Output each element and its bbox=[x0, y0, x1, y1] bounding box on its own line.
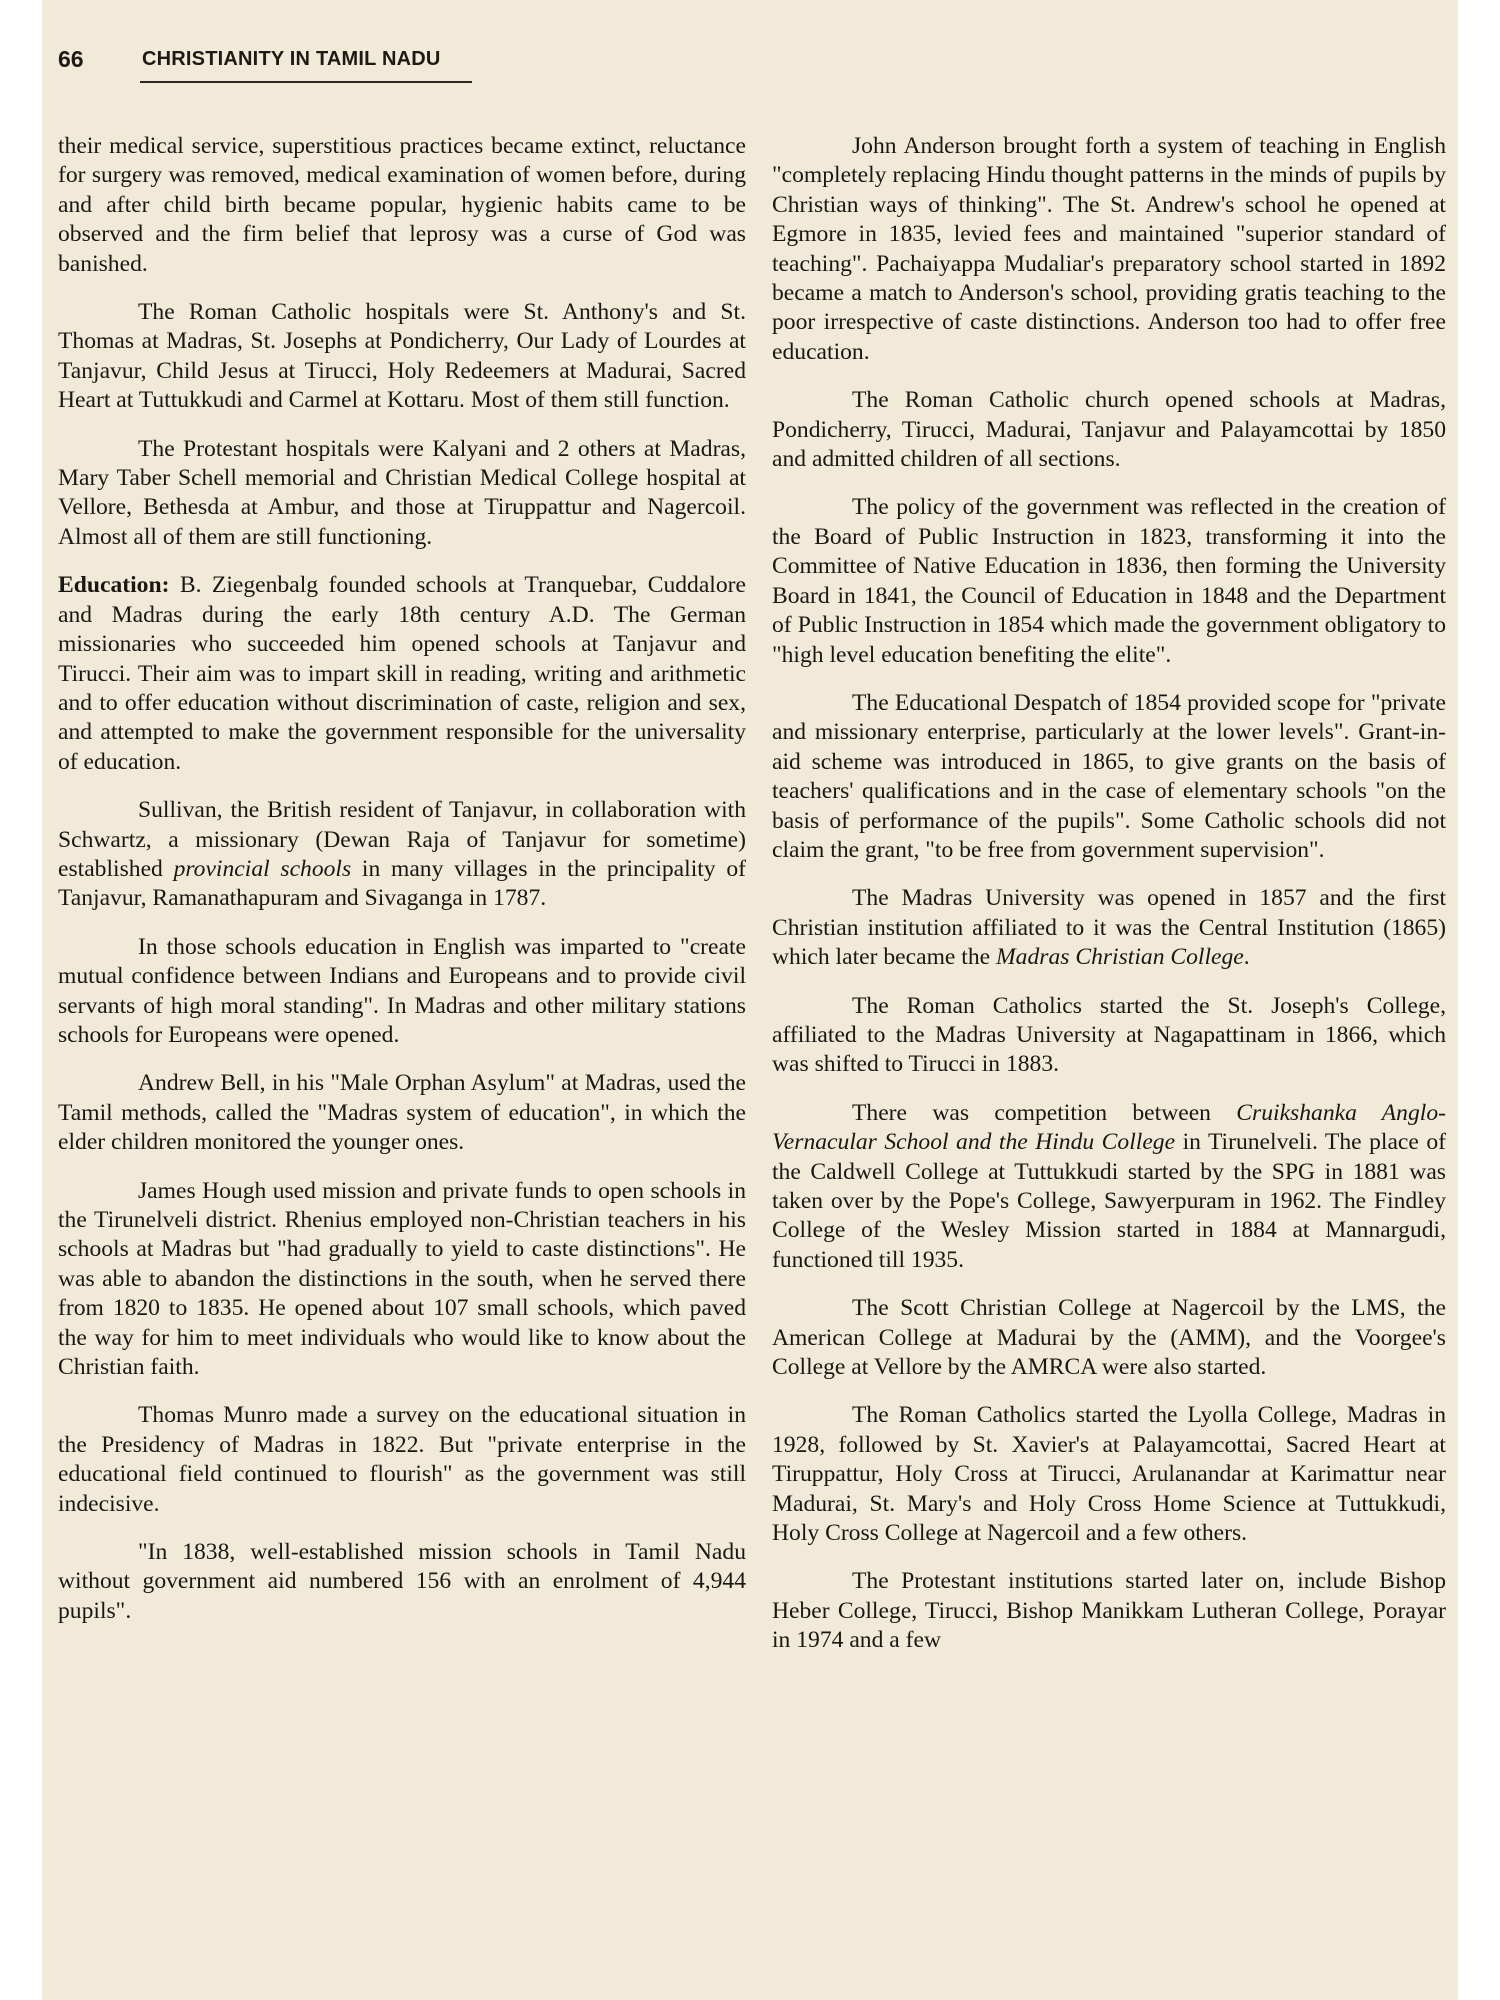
paragraph-text: Sullivan, the British resident of Tanjavur, in collaboration with Schwartz, a missionary (Dewan Raja of Tanjavur for sometime) established bbox=[58, 797, 746, 882]
paragraph bbox=[58, 796, 746, 914]
left-column bbox=[58, 132, 746, 1626]
paragraph-text: in Tirunelveli. The place of the Caldwell College at Tuttukkudi started by the SPG in 1881 was taken over by the Pope's College, Sawyerpuram in 1962. The Findley College of the Wesley Mission started in 1884 at Mannargudi, functioned till 1935. bbox=[772, 1129, 1446, 1273]
paragraph: The Roman Catholic church opened schools at Madras, Pondicherry, Tirucci, Madurai, Tanjavur and Palayamcottai by 1850 and admitted children of all sections. bbox=[772, 387, 1446, 473]
emphasis-text: Cruikshanka Anglo-Vernacular School and the Hindu College bbox=[772, 1099, 1446, 1156]
paragraph: their medical service, superstitious practices became extinct, reluctance for surgery was removed, medical examination of women before, during and after child birth became popular, hygienic habits came to be observed and the firm belief that leprosy was a curse of God was banished. bbox=[58, 133, 746, 277]
paragraph: The Roman Catholics started the St. Joseph's College, affiliated to the Madras University at Nagapattinam in 1866, which was shifted to Tirucci in 1883. bbox=[772, 992, 1446, 1078]
paragraph: The Protestant institutions started later on, include Bishop Heber College, Tirucci, Bishop Manikkam Lutheran College, Porayar in 1974 and a few bbox=[772, 1568, 1446, 1654]
book-page bbox=[42, 0, 1458, 2000]
paragraph: The Scott Christian College at Nagercoil by the LMS, the American College at Madurai by the (AMM), and the Voorgee's College at Vellore by the AMRCA were also started. bbox=[772, 1295, 1446, 1381]
paragraph-text: B. Ziegenbalg founded schools at Tranquebar, Cuddalore and Madras during the early 18th century A.D. The German missionaries who succeeded him opened schools at Tanjavur and Tirucci. Their aim was to impart skill in reading, writing and arithmetic and to offer education without discrimination of caste, religion and sex, and attempted to make the government responsible for the universality of education. bbox=[58, 572, 746, 775]
paragraph-education bbox=[58, 571, 746, 777]
paragraph-text: The Madras University was opened in 1857 and the first Christian institution affiliated to it was the Central Institution (1865) which later became the bbox=[772, 885, 1446, 971]
right-column bbox=[772, 132, 1446, 1656]
education-lead-in: Education: bbox=[58, 572, 170, 599]
page-number: 66 bbox=[58, 46, 84, 72]
paragraph: In those schools education in English was imparted to "create mutual confidence between Indians and Europeans and to provide civil servants of high moral standing". In Madras and other military stations schools for Europeans were opened. bbox=[58, 933, 746, 1048]
running-head: CHRISTIANITY IN TAMIL NADU bbox=[142, 48, 441, 70]
header-rule bbox=[140, 81, 472, 83]
paragraph-text: There was competition between bbox=[852, 1099, 1237, 1126]
paragraph bbox=[772, 884, 1446, 972]
paragraph-text: . bbox=[1243, 944, 1250, 971]
paragraph: The Roman Catholic hospitals were St. Anthony's and St. Thomas at Madras, St. Josephs at Pondicherry, Our Lady of Lourdes at Tanjavur, Child Jesus at Tirucci, Holy Redeemers at Madurai, Sacred Heart at Tuttukkudi and Carmel at Kottaru. Most of them still function. bbox=[58, 299, 746, 414]
paragraph: The Protestant hospitals were Kalyani and 2 others at Madras, Mary Taber Schell memorial and Christian Medical College hospital at Vellore, Bethesda at Ambur, and those at Tiruppattur and Nagercoil. Almost all of them are still functioning. bbox=[58, 435, 746, 550]
paragraph: Andrew Bell, in his "Male Orphan Asylum" at Madras, used the Tamil methods, called the "Madras system of education", in which the elder children monitored the younger ones. bbox=[58, 1070, 746, 1156]
paragraph: John Anderson brought forth a system of teaching in English "completely replacing Hindu thought patterns in the minds of pupils by Christian ways of thinking". The St. Andrew's school he opened at Egmore in 1835, levied fees and maintained "superior standard of teaching". Pachaiyappa Mudaliar's preparatory school started in 1892 became a match to Anderson's school, providing gratis teaching to the poor irrespective of caste distinctions. Anderson too had to offer free education. bbox=[772, 133, 1446, 365]
paragraph: James Hough used mission and private funds to open schools in the Tirunelveli district. Rhenius employed non-Christian teachers in his schools at Madras but "had gradually to yield to caste distinctions". He was able to abandon the distinctions in the south, when he served there from 1820 to 1835. He opened about 107 small schools, which paved the way for him to meet individuals who would like to know about the Christian faith. bbox=[58, 1177, 746, 1381]
paragraph-text: in many villages in the principality of Tanjavur, Ramanathapuram and Sivaganga in 1787. bbox=[58, 855, 746, 912]
paragraph: The Roman Catholics started the Lyolla College, Madras in 1928, followed by St. Xavier's at Palayamcottai, Sacred Heart at Tiruppattur, Holy Cross at Tirucci, Arulanandar at Karimattur near Madurai, St. Mary's and Holy Cross Home Science at Tuttukkudi, Holy Cross College at Nagercoil and a few others. bbox=[772, 1402, 1446, 1547]
paragraph: The policy of the government was reflected in the creation of the Board of Public Instruction in 1823, transforming it into the Committee of Native Education in 1836, then forming the University Board in 1841, the Council of Education in 1848 and the Department of Public Instruction in 1854 which made the government obligatory to "high level education benefiting the elite". bbox=[772, 494, 1446, 668]
paragraph: The Educational Despatch of 1854 provided scope for "private and missionary enterprise, particularly at the lower levels". Grant-in-aid scheme was introduced in 1865, to give grants on the basis of teachers' qualifications and in the case of elementary schools "on the basis of performance of the pupils". Some Catholic schools did not claim the grant, "to be free from government supervision". bbox=[772, 689, 1446, 863]
paragraph: "In 1838, well-established mission schools in Tamil Nadu without government aid numbered 156 with an enrolment of 4,944 pupils". bbox=[58, 1539, 746, 1624]
paragraph: Thomas Munro made a survey on the educational situation in the Presidency of Madras in 1822. But "private enterprise in the educational field continued to flourish" as the government was still indecisive. bbox=[58, 1402, 746, 1517]
emphasis-text: provincial schools bbox=[173, 855, 352, 882]
emphasis-text: Madras Christian College bbox=[996, 944, 1244, 971]
paragraph bbox=[772, 1099, 1446, 1275]
